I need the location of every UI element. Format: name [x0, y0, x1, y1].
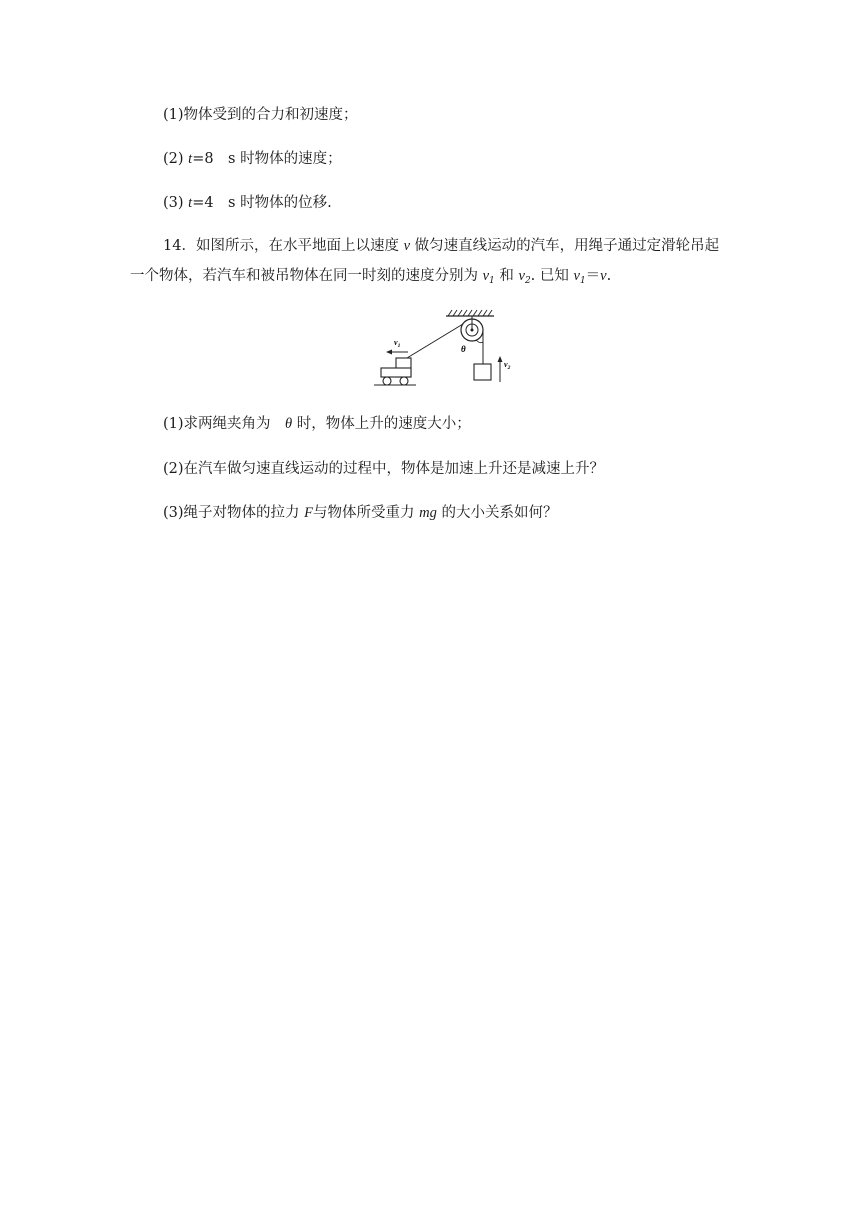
hanging-block — [474, 364, 491, 380]
q14-part2 — [163, 459, 604, 479]
q14-part1 — [163, 414, 471, 434]
rope-to-car — [407, 324, 463, 358]
q14-v1-sub-b: 1 — [579, 276, 586, 286]
q14-line1-var: v — [403, 238, 410, 254]
q14-part3-a: (3)绳子对物体的拉力 — [163, 505, 305, 521]
q14-stem-line2 — [130, 266, 611, 291]
q13-part3-var: t — [188, 195, 193, 211]
q14-line2-eq: ＝ — [585, 268, 601, 284]
q14-v1-symbol: v — [482, 268, 490, 284]
car — [381, 358, 411, 385]
q14-part1-theta: θ — [285, 416, 293, 432]
q14-v2-sub: 2 — [524, 276, 531, 286]
q13-part2 — [163, 149, 342, 169]
ceiling-support — [446, 310, 494, 316]
q13-part1 — [163, 105, 358, 125]
pulley-car-figure — [372, 300, 532, 400]
q14-part3-F: F — [304, 505, 314, 521]
q14-part3-mg: mg — [419, 505, 437, 521]
q13-part3-rest: =4 s 时物体的位移. — [192, 195, 332, 211]
q13-part2-rest: =8 s 时物体的速度； — [192, 151, 342, 167]
q13-part3 — [163, 193, 332, 213]
v1-label: $v_1$ — [394, 338, 401, 349]
q14-part3 — [163, 503, 557, 523]
pulley — [461, 316, 483, 341]
q14-line1-b: 做匀速直线运动的汽车，用绳子通过定滑轮吊起 — [410, 238, 720, 254]
q14-part1-b: 时，物体上升的速度大小； — [292, 416, 471, 432]
q13-part2-var: t — [188, 151, 193, 167]
q14-line2-and: 和 — [494, 268, 519, 284]
v2-arrow — [498, 356, 503, 382]
q13-part1-text: (1)物体受到的合力和初速度； — [163, 107, 358, 123]
q14-part3-c: 的大小关系如何？ — [436, 505, 558, 521]
theta-label: θ — [461, 344, 466, 354]
q13-part3-prefix: (3) — [163, 195, 189, 211]
q14-part1-a: (1)求两绳夹角为 — [163, 416, 286, 432]
q14-v2-symbol: v — [518, 268, 525, 284]
q14-v1-sub: 1 — [489, 276, 495, 286]
q14-line1-a: 14．如图所示，在水平地面上以速度 — [163, 238, 404, 254]
q14-part2-text: (2)在汽车做匀速直线运动的过程中，物体是加速上升还是减速上升？ — [163, 461, 605, 477]
q14-line2-known: . 已知 — [530, 268, 574, 284]
q14-v-symbol: v — [600, 268, 607, 284]
q14-part3-b: 与物体所受重力 — [313, 505, 420, 521]
v1-arrow — [386, 350, 408, 355]
q14-stem-line1 — [163, 236, 719, 256]
q14-v1-symbol-b: v — [573, 268, 580, 284]
q13-part2-prefix: (2) — [163, 151, 189, 167]
v2-label: $v_2$ — [504, 360, 511, 371]
q14-line2-a: 一个物体，若汽车和被吊物体在同一时刻的速度分别为 — [130, 268, 483, 284]
q14-line2-end: . — [606, 268, 612, 284]
